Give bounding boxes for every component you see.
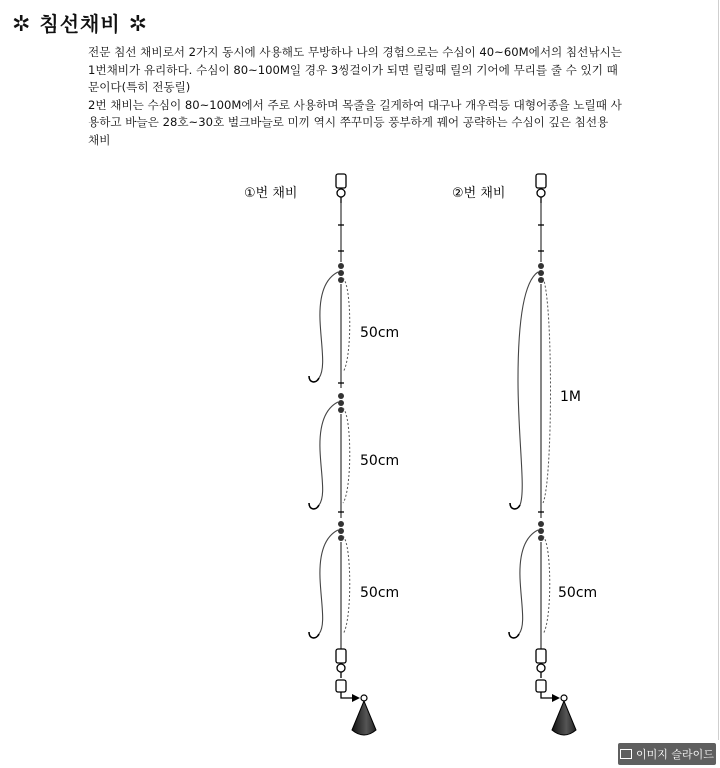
rig-2 — [452, 174, 597, 735]
hook-icon — [510, 503, 520, 509]
star-icon: ✲ — [128, 12, 149, 37]
hook-icon — [309, 503, 319, 509]
branch-1 — [309, 263, 399, 382]
image-icon — [620, 749, 632, 759]
top-swivel — [536, 174, 546, 203]
hook-icon — [509, 632, 519, 638]
rig-1 — [244, 174, 399, 735]
rig-1-label: ①번 채비 — [244, 186, 298, 201]
segment-2-length: 50cm — [360, 453, 400, 469]
description-paragraph-1: 전문 침선 채비로서 2가지 동시에 사용해도 무방하나 나의 경험으로는 수심이 40~60M에서의 침선낚시는 1번채비가 유리하다. 수심이 80~100M일 경우 3씽걸이가 되면 릴링때 릴의 기어에 무리를 줄 수 있기 때문이다(특히 전동릴) — [88, 45, 622, 95]
sinker-icon — [352, 701, 376, 735]
star-icon: ✲ — [12, 12, 32, 37]
description-paragraph-2: 2번 채비는 수심이 80~100M에서 주로 사용하며 목줄을 길게하여 대구나 개우럭등 대형어종을 노릴때 사용하고 바늘은 28호~30호 벌크바늘로 미끼 역시 쭈꾸미등 풍부하게 꿰어 공략하는 수심이 깊은 침선용 채비 — [88, 97, 622, 147]
hook-icon — [309, 376, 319, 382]
image-slide-label: 이미지 슬라이드 — [636, 748, 714, 761]
segment-1-length: 50cm — [360, 325, 400, 341]
top-swivel — [336, 174, 346, 203]
right-border — [718, 0, 719, 740]
sinker-icon — [552, 701, 576, 735]
segment-2-length: 50cm — [558, 585, 598, 601]
bottom-swivel — [536, 649, 546, 678]
segment-3-length: 50cm — [360, 585, 400, 601]
branch-3 — [309, 521, 399, 638]
bottom-swivel — [336, 649, 346, 678]
branch-2 — [509, 521, 597, 638]
rig-2-label: ②번 채비 — [452, 186, 506, 201]
branch-1 — [510, 263, 581, 509]
branch-2 — [309, 393, 399, 509]
image-slide-button[interactable] — [618, 743, 716, 765]
title-text: 침선채비 — [39, 12, 121, 36]
hook-icon — [309, 632, 319, 638]
segment-1-length: 1M — [560, 389, 581, 405]
